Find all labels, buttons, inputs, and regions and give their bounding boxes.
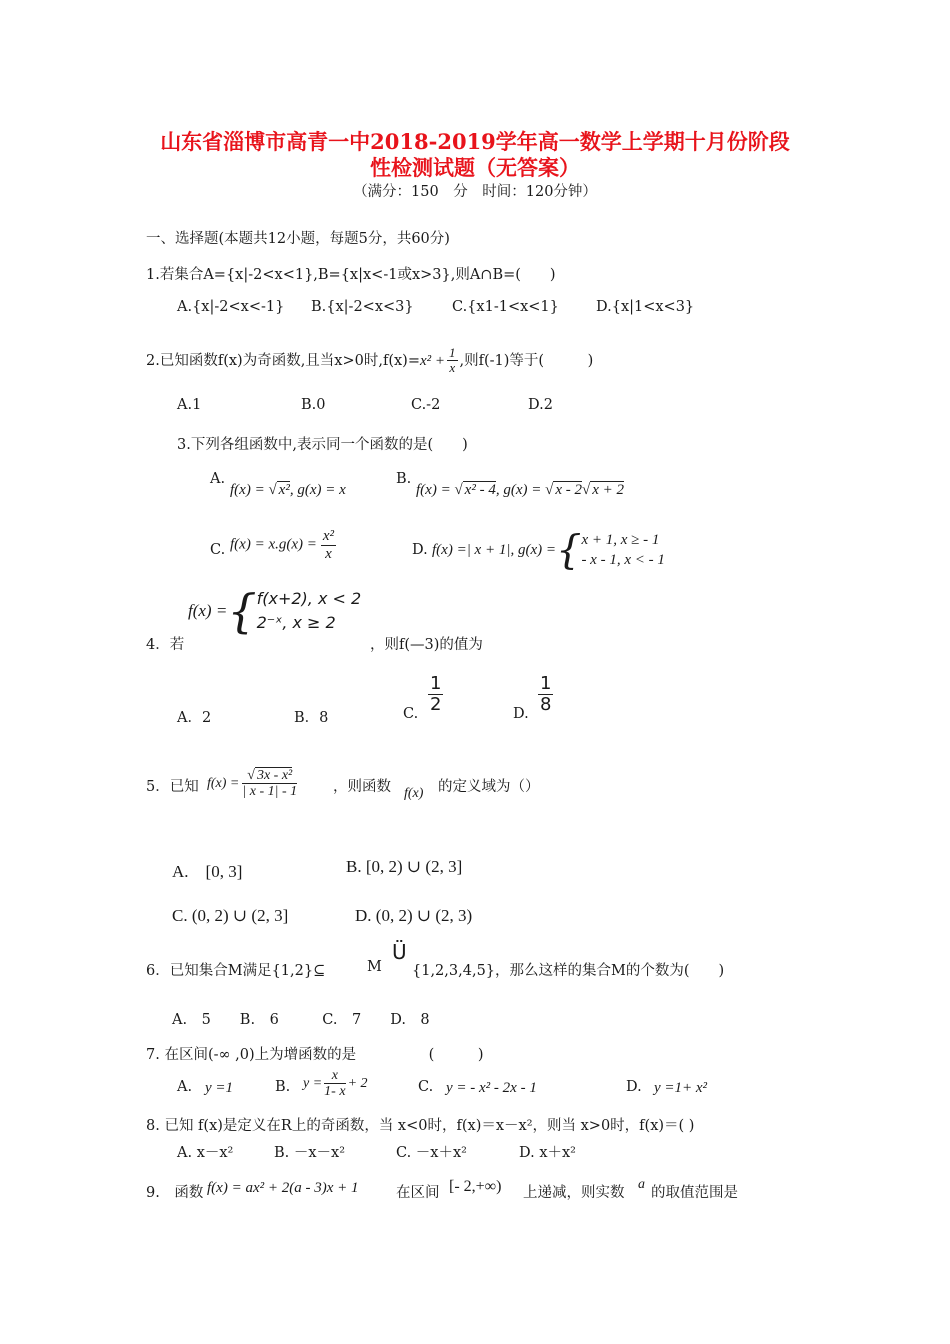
q3-d-brace: { <box>555 527 582 574</box>
q4-case1: f(x+2), x < 2 <box>256 589 362 608</box>
q2-frac-num: 1 <box>449 345 456 360</box>
q4-c-num: 1 <box>430 673 442 694</box>
q3-option-d-expr <box>432 527 665 574</box>
q5-mid: ，则函数 <box>333 779 391 795</box>
q6-options: A. 5 B. 6 C. 7 D. 8 <box>172 1012 430 1028</box>
q3-c-den: x <box>325 545 332 562</box>
q4-option-c-label: C. <box>403 706 419 722</box>
q7-option-d-label: D. <box>626 1079 642 1095</box>
q9-function: f(x) = ax² + 2(a - 3)x + 1 <box>207 1180 359 1196</box>
q8-option-d: D. x＋x² <box>519 1145 576 1161</box>
q3-b-radicand1: x² - 4 <box>464 482 496 498</box>
q3-a-radicand: x² <box>278 482 290 498</box>
q4-option-b: B．8 <box>294 710 329 726</box>
q5-num: √ 3x - x² <box>242 768 297 784</box>
q3-a-expr2: , g(x) = x <box>289 482 346 498</box>
q5-suffix: 的定义域为（） <box>438 779 540 795</box>
q3-c-num: x² <box>322 528 335 544</box>
q2-option-b: B.0 <box>301 397 326 413</box>
exam-meta: （满分：150 分 时间：120分钟） <box>353 184 597 200</box>
q5-den: | x - 1| - 1 <box>242 784 298 800</box>
q9-post: 上递减，则实数 <box>523 1185 625 1201</box>
q2-frac-den: x <box>449 360 456 376</box>
q7-option-b-label: B. <box>275 1079 291 1095</box>
q1-option-d: D.{x|1<x<3} <box>596 299 695 315</box>
q3-d-case2: - x - 1, x < - 1 <box>581 552 665 569</box>
q4-option-d-label: D. <box>513 706 529 722</box>
q7-option-a-label: A. <box>177 1079 193 1095</box>
q9-variable: a <box>638 1177 645 1192</box>
q7-b-fraction <box>324 1068 345 1100</box>
q4-suffix: ，则f(—3)的值为 <box>370 637 483 653</box>
q7-option-b <box>303 1068 368 1100</box>
q1-stem: 1.若集合A={x|-2<x<1},B={x|x<-1或x>3},则A∩B=( ) <box>146 267 556 283</box>
q1-option-b: B.{x|-2<x<3} <box>311 299 414 315</box>
q6-proper-subset-symbol: Ü <box>392 940 407 964</box>
q3-d-expr: f(x) =| x + 1|, g(x) = <box>432 541 556 558</box>
q2-stem-a: 2.已知函数f(x)为奇函数,且当x>0时,f(x)= <box>146 352 420 369</box>
q7-option-c-label: C. <box>418 1079 434 1095</box>
q4-c-den: 2 <box>430 693 442 715</box>
q3-b-expr2: , g(x) = √ <box>495 482 554 498</box>
q5-num-radicand: 3x - x² <box>256 768 293 783</box>
q7-b-num: x <box>324 1068 345 1084</box>
q4-option-c-fraction <box>428 674 443 715</box>
q7-option-a: y =1 <box>205 1080 234 1096</box>
q7-b-post: + 2 <box>347 1075 368 1091</box>
q5-f-expr: f(x) = <box>207 775 240 791</box>
q3-option-a-label: A. <box>210 471 226 487</box>
q9-mid: 在区间 <box>396 1185 440 1201</box>
q1-option-a: A.{x|-2<x<-1} <box>177 299 285 315</box>
q3-d-case1: x + 1, x ≥ - 1 <box>581 532 660 548</box>
q4-d-num: 1 <box>540 673 552 694</box>
document-title-line2: 性检测试题（无答案） <box>370 155 580 180</box>
q4-case2: 2⁻ˣ, x ≥ 2 <box>256 613 336 632</box>
q4-piecewise <box>188 584 362 638</box>
q5-option-b: B. [0, 2) ∪ (2, 3] <box>346 857 463 876</box>
q7-option-c: y = - x² - 2x - 1 <box>446 1080 537 1096</box>
q2-stem-b: ,则f(-1)等于( ) <box>459 352 594 369</box>
q3-b-expr1: f(x) = √ <box>416 482 463 498</box>
section-heading: 一、选择题(本题共12小题，每题5分，共60分) <box>146 231 450 247</box>
q7-stem: 7. 在区间(-∞ ,0)上为增函数的是 ( ) <box>146 1047 484 1063</box>
q4-brace: { <box>227 584 257 638</box>
q2-option-c: C.-2 <box>411 397 441 413</box>
q3-a-expr1: f(x) = √ <box>230 482 277 498</box>
q2-expr: x² + <box>419 352 446 369</box>
q3-option-b-expr <box>416 482 624 499</box>
q8-stem: 8. 已知 f(x)是定义在R上的奇函数，当 x<0时，f(x)＝x－x²，则当 x>0时，f(x)＝( ) <box>146 1118 695 1134</box>
q3-option-a-expr <box>230 482 346 499</box>
q3-b-radicand3: x + 2 <box>592 482 625 498</box>
q7-b-den: 1- x <box>324 1084 346 1100</box>
q7-b-pre: y = <box>303 1075 323 1091</box>
q2-stem <box>146 346 593 376</box>
q9-suffix: 的取值范围是 <box>651 1185 738 1201</box>
q9-interval: [- 2,+∞) <box>449 1178 502 1195</box>
q2-option-d: D.2 <box>528 397 553 413</box>
q6-stem-a: 6．已知集合M满足{1,2}⊆ <box>146 963 326 979</box>
q3-d-cases <box>581 530 664 571</box>
q3-option-c-label: C. <box>210 542 226 558</box>
q3-stem: 3.下列各组函数中,表示同一个函数的是( ) <box>177 437 468 453</box>
q3-b-radicand2: x - 2 <box>555 482 582 498</box>
document-title-line1: 山东省淄博市高青一中2018-2019学年高一数学上学期十月份阶段 <box>160 129 790 154</box>
q4-cases <box>257 587 362 635</box>
q4-f-expr: f(x) = <box>188 601 228 620</box>
q3-option-c-expr <box>230 528 336 562</box>
q5-option-d: D. (0, 2) ∪ (2, 3) <box>355 906 473 925</box>
q3-option-d-label: D. <box>412 542 428 558</box>
q4-option-d-fraction <box>538 674 553 715</box>
q4-d-den: 8 <box>540 693 552 715</box>
q8-option-b: B. －x－x² <box>274 1145 346 1161</box>
q7-option-d: y =1+ x² <box>654 1080 708 1096</box>
q6-mid: M <box>367 959 382 975</box>
q4-prefix: 4．若 <box>146 637 185 653</box>
q5-prefix: 5．已知 <box>146 779 199 795</box>
q2-option-a: A.1 <box>177 397 202 413</box>
q4-option-a: A．2 <box>177 710 212 726</box>
q1-option-c: C.{x1-1<x<1} <box>452 299 559 315</box>
q5-f-expr2: f(x) <box>404 786 424 801</box>
q3-c-fraction <box>321 528 336 562</box>
q3-b-expr3: √ <box>582 482 591 498</box>
q2-fraction <box>447 346 458 376</box>
q5-fraction <box>242 768 297 800</box>
q9-prefix: 9. 函数 <box>146 1185 204 1201</box>
q3-c-expr: f(x) = x.g(x) = <box>230 536 317 553</box>
q5-function <box>207 768 297 800</box>
q5-option-a: A. [0, 3] <box>172 862 243 881</box>
q3-option-b-label: B. <box>396 471 412 487</box>
q5-option-c: C. (0, 2) ∪ (2, 3] <box>172 906 289 925</box>
q6-stem-b: {1,2,3,4,5}，那么这样的集合M的个数为( ) <box>412 963 725 979</box>
q8-option-c: C. －x＋x² <box>396 1145 467 1161</box>
q8-option-a: A. x－x² <box>177 1145 234 1161</box>
